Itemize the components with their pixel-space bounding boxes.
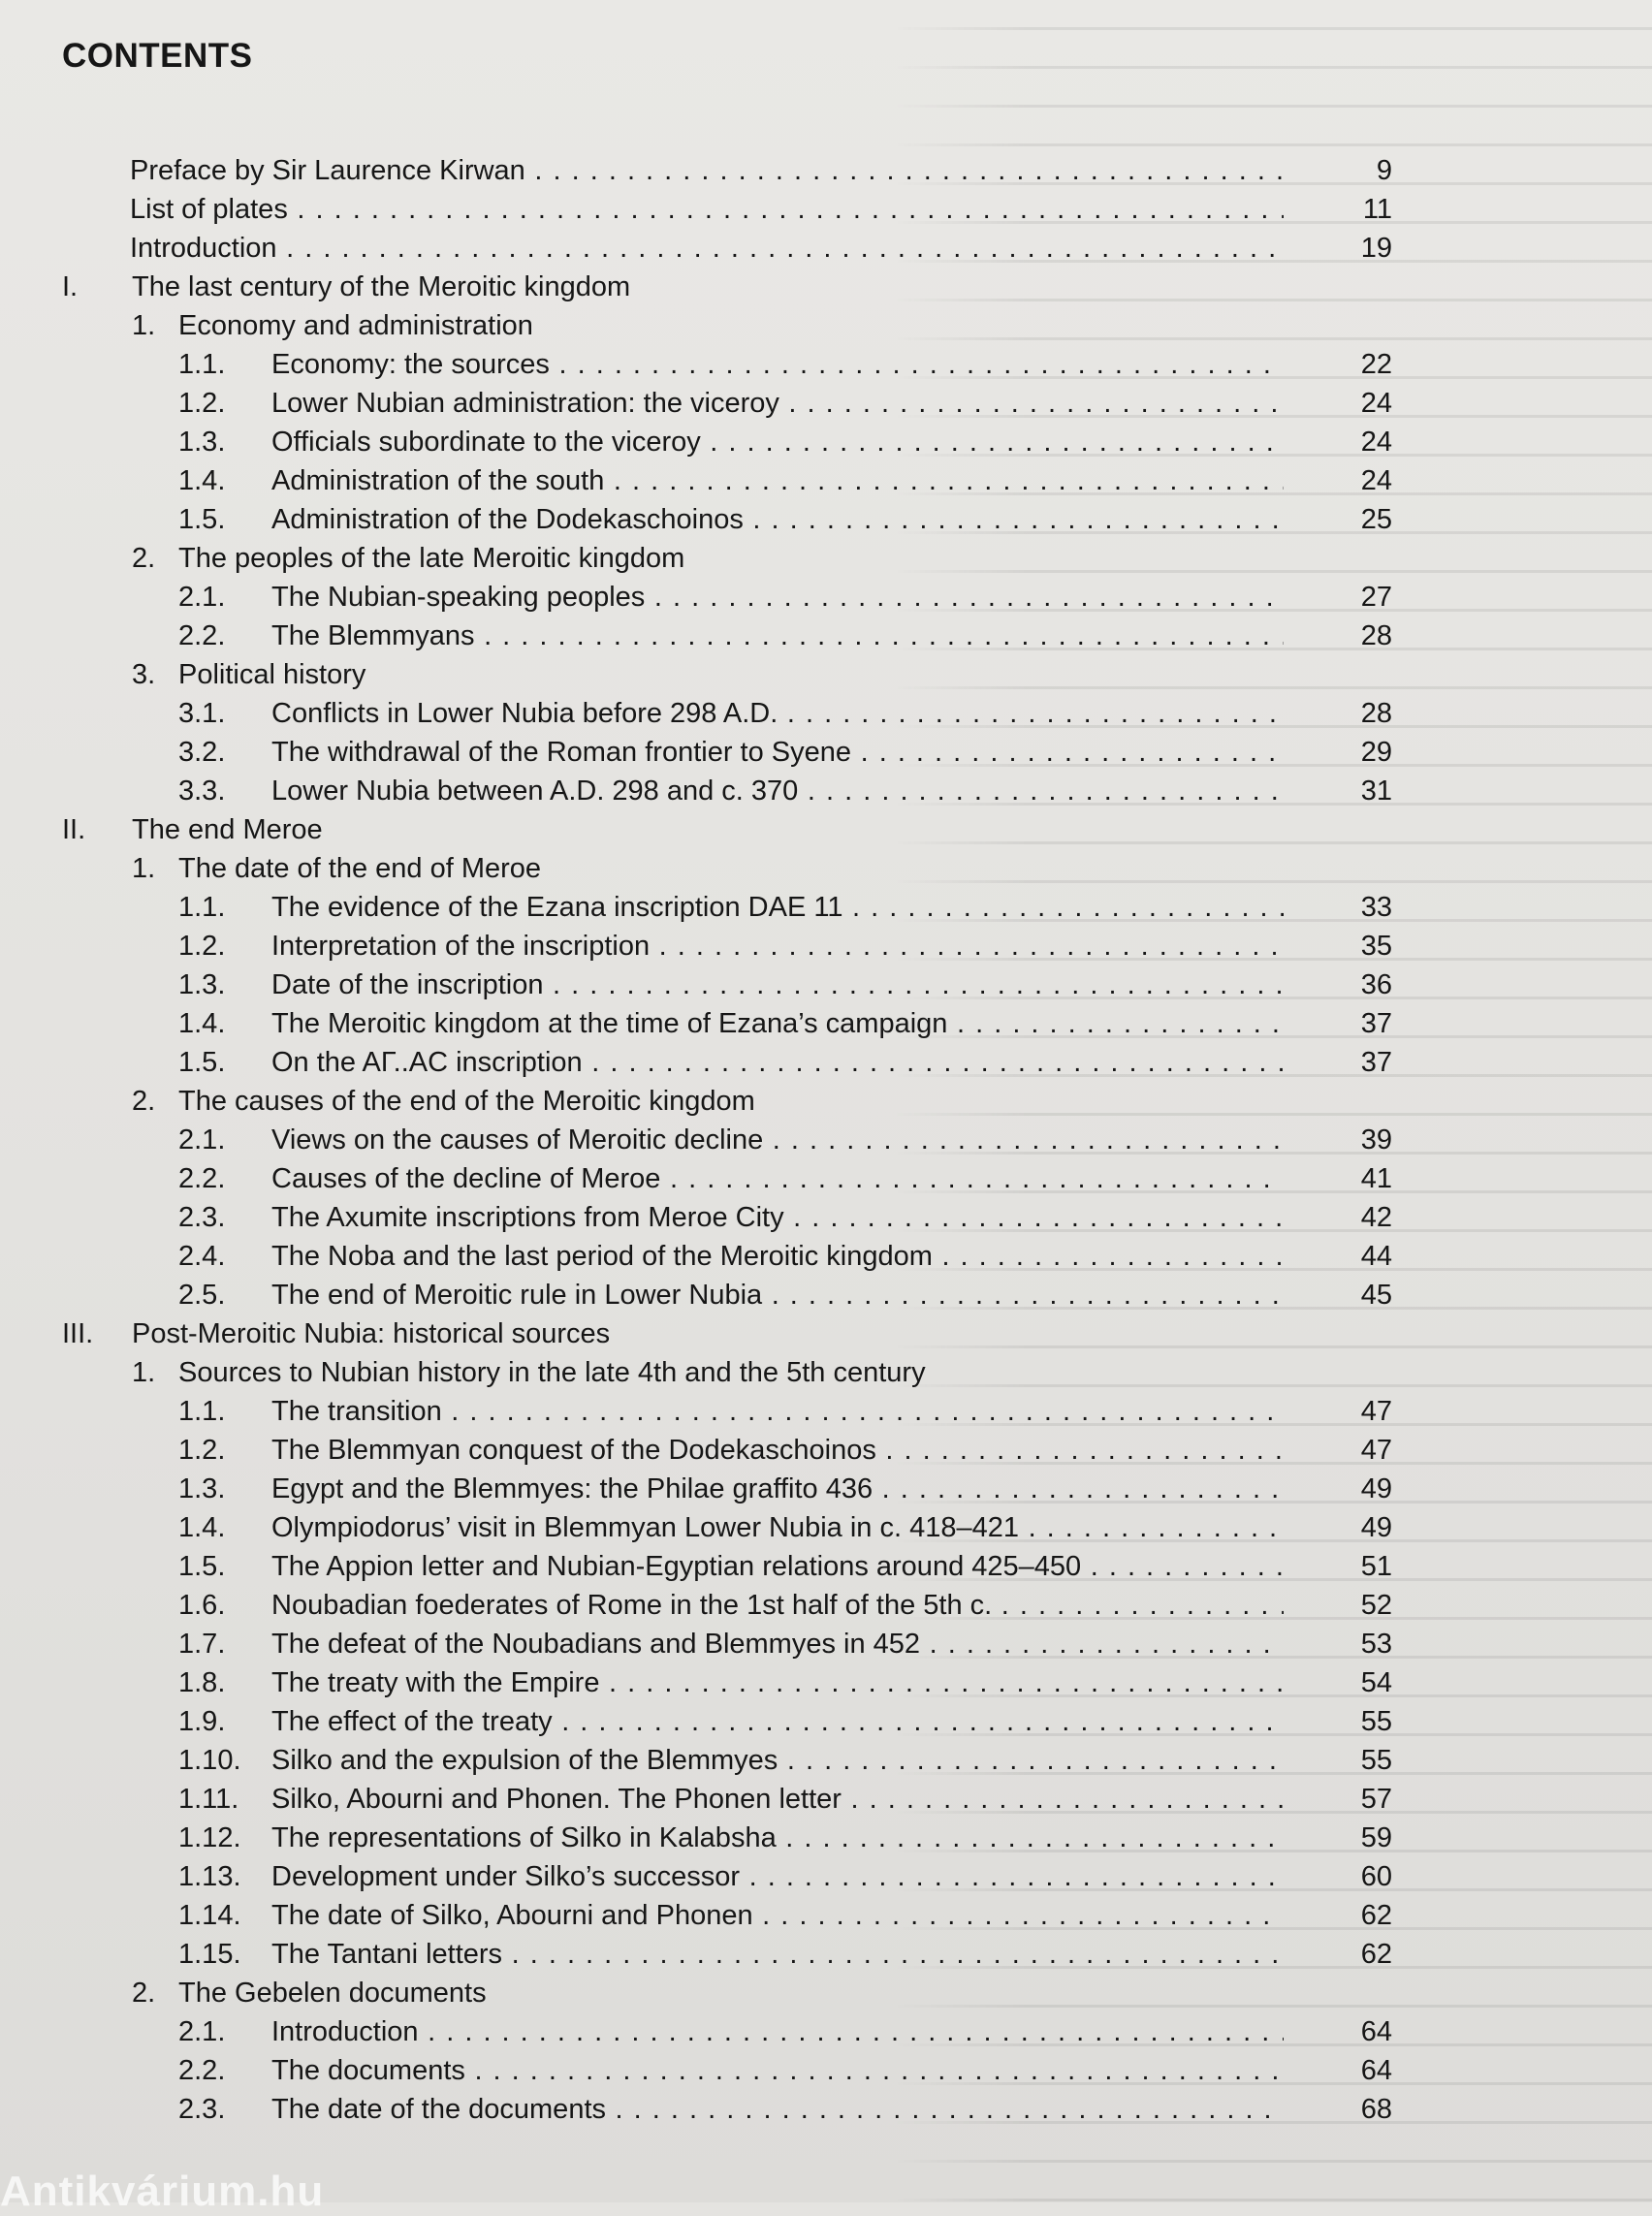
- section-title: The Appion letter and Nubian-Egyptian relations around 425–450 . . .: [271, 1547, 1284, 1586]
- toc-page-number: 52: [1360, 1590, 1392, 1621]
- toc-page-number: 47: [1360, 1435, 1392, 1466]
- toc-entry[interactable]: [0, 461, 1652, 500]
- part-title: Post-Meroitic Nubia: historical sources: [132, 1318, 611, 1349]
- section-number: 1.6.: [178, 1590, 226, 1621]
- toc-page-number: 28: [1360, 698, 1392, 729]
- section-number: 2.5.: [178, 1280, 226, 1311]
- toc-entry[interactable]: [0, 733, 1652, 772]
- section-title: The transition . . .: [271, 1392, 1284, 1431]
- toc-page-number: 19: [1360, 233, 1392, 264]
- section-title: Date of the inscription . . .: [271, 966, 1284, 1004]
- toc-entry[interactable]: [0, 1470, 1652, 1508]
- section-title: The defeat of the Noubadians and Blemmyes in 452 . . .: [271, 1625, 1284, 1663]
- section-number: 1.2.: [178, 388, 226, 419]
- chapter-number: 3.: [132, 659, 156, 690]
- section-title: The date of Silko, Abourni and Phonen . . .: [271, 1896, 1284, 1935]
- toc-page-number: 36: [1360, 969, 1392, 1000]
- toc-entry[interactable]: [0, 1935, 1652, 1974]
- toc-entry[interactable]: [0, 966, 1652, 1004]
- part-number: I.: [62, 271, 79, 302]
- section-number: 1.3.: [178, 969, 226, 1000]
- toc-entry[interactable]: [0, 1663, 1652, 1702]
- toc-entry-label: List of plates . . .: [130, 190, 1284, 229]
- chapter-title: The causes of the end of the Meroitic kingdom: [178, 1086, 755, 1117]
- section-number: 2.4.: [178, 1241, 226, 1272]
- page-title: CONTENTS: [62, 37, 253, 75]
- section-number: 3.3.: [178, 776, 226, 807]
- section-title: Introduction . . .: [271, 2012, 1284, 2051]
- toc-entry[interactable]: [0, 1431, 1652, 1470]
- section-title: Interpretation of the inscription . . .: [271, 927, 1284, 966]
- chapter-title: Sources to Nubian history in the late 4th and the 5th century: [178, 1357, 926, 1388]
- toc-entry[interactable]: [0, 345, 1652, 384]
- toc-entry[interactable]: [0, 1121, 1652, 1159]
- toc-entry[interactable]: [0, 1198, 1652, 1237]
- toc-page-number: 55: [1360, 1706, 1392, 1737]
- toc-entry[interactable]: [0, 423, 1652, 461]
- toc-entry[interactable]: [0, 888, 1652, 927]
- chapter-title: Economy and administration: [178, 310, 533, 341]
- toc-page-number: 49: [1360, 1512, 1392, 1543]
- toc-page-number: 53: [1360, 1629, 1392, 1660]
- section-number: 2.1.: [178, 2016, 226, 2047]
- chapter-title: The date of the end of Meroe: [178, 853, 542, 884]
- table-of-contents: [0, 151, 1652, 2129]
- section-title: The evidence of the Ezana inscription DAE 11 . . .: [271, 888, 1284, 927]
- section-title: On the AΓ..AC inscription . . .: [271, 1043, 1284, 1082]
- toc-entry[interactable]: [0, 1159, 1652, 1198]
- chapter-number: 2.: [132, 1086, 156, 1117]
- chapter-number: 1.: [132, 853, 156, 884]
- toc-page-number: 35: [1360, 931, 1392, 962]
- section-number: 2.1.: [178, 582, 226, 613]
- toc-entry[interactable]: [0, 927, 1652, 966]
- section-number: 1.7.: [178, 1629, 226, 1660]
- toc-entry[interactable]: [0, 1702, 1652, 1741]
- toc-entry[interactable]: [0, 229, 1652, 268]
- toc-entry-label: Preface by Sir Laurence Kirwan . . .: [130, 151, 1284, 190]
- watermark: Antikvárium.hu: [0, 2168, 325, 2215]
- toc-entry[interactable]: [0, 190, 1652, 229]
- toc-page-number: 24: [1360, 465, 1392, 496]
- section-title: Officials subordinate to the viceroy . . .: [271, 423, 1284, 461]
- section-title: The treaty with the Empire . . .: [271, 1663, 1284, 1702]
- toc-page-number: 22: [1360, 349, 1392, 380]
- toc-chapter-heading[interactable]: [0, 1082, 1652, 1121]
- section-title: The Nubian-speaking peoples . . .: [271, 578, 1284, 617]
- toc-page-number: 29: [1360, 737, 1392, 768]
- section-title: Lower Nubian administration: the viceroy . . .: [271, 384, 1284, 423]
- toc-entry[interactable]: [0, 2090, 1652, 2129]
- toc-page-number: 24: [1360, 388, 1392, 419]
- section-title: The end of Meroitic rule in Lower Nubia . . .: [271, 1276, 1284, 1314]
- toc-entry-label: Introduction . . .: [130, 229, 1284, 268]
- part-title: The end Meroe: [132, 814, 323, 845]
- section-number: 1.13.: [178, 1861, 241, 1892]
- toc-page-number: 49: [1360, 1473, 1392, 1504]
- toc-page-number: 39: [1360, 1124, 1392, 1155]
- section-number: 1.3.: [178, 427, 226, 458]
- toc-page-number: 60: [1360, 1861, 1392, 1892]
- toc-chapter-heading[interactable]: [0, 655, 1652, 694]
- toc-entry[interactable]: [0, 1896, 1652, 1935]
- section-number: 2.2.: [178, 1163, 226, 1194]
- section-title: The Blemmyan conquest of the Dodekaschoinos . . .: [271, 1431, 1284, 1470]
- section-title: Lower Nubia between A.D. 298 and c. 370 . . .: [271, 772, 1284, 810]
- chapter-number: 1.: [132, 310, 156, 341]
- section-number: 1.1.: [178, 349, 226, 380]
- section-number: 1.3.: [178, 1473, 226, 1504]
- section-title: The date of the documents . . .: [271, 2090, 1284, 2129]
- toc-page-number: 62: [1360, 1900, 1392, 1931]
- toc-page-number: 54: [1360, 1667, 1392, 1698]
- toc-page-number: 41: [1360, 1163, 1392, 1194]
- toc-entry[interactable]: [0, 1004, 1652, 1043]
- toc-entry[interactable]: [0, 1237, 1652, 1276]
- toc-chapter-heading[interactable]: [0, 1353, 1652, 1392]
- section-number: 1.5.: [178, 1047, 226, 1078]
- toc-entry[interactable]: [0, 1547, 1652, 1586]
- toc-part-heading[interactable]: [0, 1314, 1652, 1353]
- toc-entry[interactable]: [0, 578, 1652, 617]
- toc-entry[interactable]: [0, 1819, 1652, 1857]
- chapter-title: Political history: [178, 659, 366, 690]
- section-title: The Tantani letters . . .: [271, 1935, 1284, 1974]
- section-title: The effect of the treaty . . .: [271, 1702, 1284, 1741]
- section-title: Administration of the south . . .: [271, 461, 1284, 500]
- section-title: Olympiodorus’ visit in Blemmyan Lower Nubia in c. 418–421 . . .: [271, 1508, 1284, 1547]
- section-number: 3.1.: [178, 698, 226, 729]
- section-number: 2.3.: [178, 1202, 226, 1233]
- toc-chapter-heading[interactable]: [0, 306, 1652, 345]
- toc-entry[interactable]: [0, 2051, 1652, 2090]
- chapter-number: 1.: [132, 1357, 156, 1388]
- toc-page-number: 64: [1360, 2016, 1392, 2047]
- section-number: 1.15.: [178, 1939, 241, 1970]
- toc-page-number: 57: [1360, 1784, 1392, 1815]
- section-number: 1.12.: [178, 1822, 241, 1853]
- section-number: 1.1.: [178, 892, 226, 923]
- section-number: 1.5.: [178, 1551, 226, 1582]
- toc-entry[interactable]: [0, 1043, 1652, 1082]
- toc-entry[interactable]: [0, 384, 1652, 423]
- toc-page-number: 59: [1360, 1822, 1392, 1853]
- toc-page-number: 64: [1360, 2055, 1392, 2086]
- toc-part-heading[interactable]: [0, 268, 1652, 306]
- toc-page-number: 27: [1360, 582, 1392, 613]
- section-number: 1.4.: [178, 1008, 226, 1039]
- section-number: 1.9.: [178, 1706, 226, 1737]
- section-number: 1.4.: [178, 465, 226, 496]
- toc-chapter-heading[interactable]: [0, 849, 1652, 888]
- toc-entry[interactable]: [0, 1625, 1652, 1663]
- toc-page-number: 33: [1360, 892, 1392, 923]
- chapter-number: 2.: [132, 1978, 156, 2009]
- toc-page-number: 47: [1360, 1396, 1392, 1427]
- toc-entry[interactable]: [0, 151, 1652, 190]
- section-number: 1.5.: [178, 504, 226, 535]
- toc-page-number: 28: [1360, 620, 1392, 651]
- chapter-number: 2.: [132, 543, 156, 574]
- toc-chapter-heading[interactable]: [0, 1974, 1652, 2012]
- chapter-title: The Gebelen documents: [178, 1978, 487, 2009]
- section-number: 1.1.: [178, 1396, 226, 1427]
- toc-entry[interactable]: [0, 1276, 1652, 1314]
- toc-page-number: 24: [1360, 427, 1392, 458]
- section-title: Administration of the Dodekaschoinos . . .: [271, 500, 1284, 539]
- toc-page-number: 9: [1376, 155, 1392, 186]
- section-title: Causes of the decline of Meroe . . .: [271, 1159, 1284, 1198]
- section-title: The Noba and the last period of the Meroitic kingdom . . .: [271, 1237, 1284, 1276]
- toc-page-number: 31: [1360, 776, 1392, 807]
- section-title: The Meroitic kingdom at the time of Ezana’s campaign . . .: [271, 1004, 1284, 1043]
- section-number: 1.4.: [178, 1512, 226, 1543]
- section-number: 2.2.: [178, 2055, 226, 2086]
- section-title: The Blemmyans . . .: [271, 617, 1284, 655]
- part-number: III.: [62, 1318, 94, 1349]
- toc-page-number: 37: [1360, 1008, 1392, 1039]
- section-number: 1.14.: [178, 1900, 241, 1931]
- toc-entry[interactable]: [0, 1392, 1652, 1431]
- toc-page-number: 51: [1360, 1551, 1392, 1582]
- section-title: Economy: the sources . . .: [271, 345, 1284, 384]
- section-number: 1.11.: [178, 1784, 239, 1815]
- section-title: The withdrawal of the Roman frontier to Syene . . .: [271, 733, 1284, 772]
- section-title: Silko and the expulsion of the Blemmyes . . .: [271, 1741, 1284, 1780]
- section-title: Noubadian foederates of Rome in the 1st half of the 5th c. . . .: [271, 1586, 1284, 1625]
- part-number: II.: [62, 814, 86, 845]
- section-title: Egypt and the Blemmyes: the Philae graffito 436 . . .: [271, 1470, 1284, 1508]
- toc-page-number: 45: [1360, 1280, 1392, 1311]
- section-number: 1.2.: [178, 1435, 226, 1466]
- toc-page-number: 37: [1360, 1047, 1392, 1078]
- toc-chapter-heading[interactable]: [0, 539, 1652, 578]
- section-number: 2.3.: [178, 2094, 226, 2125]
- toc-part-heading[interactable]: [0, 810, 1652, 849]
- section-number: 1.10.: [178, 1745, 241, 1776]
- toc-page-number: 44: [1360, 1241, 1392, 1272]
- toc-entry[interactable]: [0, 1780, 1652, 1819]
- section-title: Silko, Abourni and Phonen. The Phonen letter . . .: [271, 1780, 1284, 1819]
- toc-page-number: 62: [1360, 1939, 1392, 1970]
- toc-entry[interactable]: [0, 1508, 1652, 1547]
- section-title: The Axumite inscriptions from Meroe City . . .: [271, 1198, 1284, 1237]
- section-number: 1.2.: [178, 931, 226, 962]
- section-number: 3.2.: [178, 737, 226, 768]
- toc-entry[interactable]: [0, 694, 1652, 733]
- section-number: 2.1.: [178, 1124, 226, 1155]
- toc-entry[interactable]: [0, 1586, 1652, 1625]
- section-title: The representations of Silko in Kalabsha . . .: [271, 1819, 1284, 1857]
- section-title: The documents . . .: [271, 2051, 1284, 2090]
- toc-entry[interactable]: [0, 2012, 1652, 2051]
- part-title: The last century of the Meroitic kingdom: [132, 271, 631, 302]
- section-number: 2.2.: [178, 620, 226, 651]
- toc-page-number: 42: [1360, 1202, 1392, 1233]
- toc-page-number: 25: [1360, 504, 1392, 535]
- section-title: Development under Silko’s successor . . .: [271, 1857, 1284, 1896]
- toc-entry[interactable]: [0, 500, 1652, 539]
- toc-entry[interactable]: [0, 617, 1652, 655]
- toc-entry[interactable]: [0, 772, 1652, 810]
- section-title: Views on the causes of Meroitic decline . . .: [271, 1121, 1284, 1159]
- toc-entry[interactable]: [0, 1741, 1652, 1780]
- section-number: 1.8.: [178, 1667, 226, 1698]
- toc-entry[interactable]: [0, 1857, 1652, 1896]
- section-title: Conflicts in Lower Nubia before 298 A.D. . . .: [271, 694, 1284, 733]
- toc-page-number: 55: [1360, 1745, 1392, 1776]
- toc-page-number: 68: [1360, 2094, 1392, 2125]
- toc-page-number: 11: [1362, 194, 1392, 225]
- chapter-title: The peoples of the late Meroitic kingdom: [178, 543, 685, 574]
